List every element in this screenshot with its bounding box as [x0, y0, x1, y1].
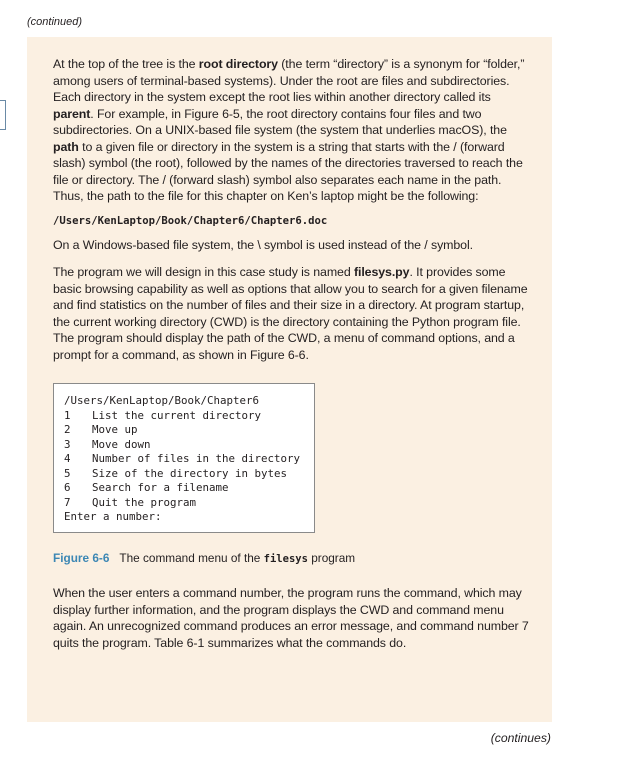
term-path: path [53, 139, 79, 154]
paragraph-command-behavior: When the user enters a command number, the program runs the command, which may display further information, and the program displays the CWD and command menu again. An unrecognized command produces an error message, and command number 7 quits the program. Table 6-1 summarizes what the commands do. [53, 586, 529, 650]
menu-item: 6 Search for a filename [64, 481, 229, 494]
menu-item: 3 Move down [64, 437, 151, 451]
continues-label: (continues) [490, 731, 551, 745]
paragraph-program-design: The program we will design in this case study is named filesys.py. It provides some basic browsing capability as well as options that allow you to search for a given filename and find statistics on the number of files and their size in a directory. At program startup, the current working directory (CWD) is the directory containing the Python program file. The program should display the path of the CWD, a menu of command options, and a prompt for a command, as shown in Figure 6-6. [53, 265, 528, 362]
cwd-line: /Users/KenLaptop/Book/Chapter6 [64, 394, 260, 407]
figure-caption: Figure 6-6 The command menu of the filesys program [53, 551, 356, 565]
paragraph-root-directory: At the top of the tree is the root directory (the term “directory” is a synonym for “folder,” among users of terminal-based systems). Under the root are files and subdirectories. Each directory in the system except the root lies within another directory called its parent. For example, in Figure 6-5, the root directory contains four files and two subdirectories. On a UNIX-based file system (the system that underlies macOS), the path to a given file or directory in the system is a string that starts with the / (forward slash) symbol (the root), followed by the names of the directories traversed to reach the file or directory. The / (forward slash) symbol also separates each name in the path. Thus, the path to the file for this chapter on Ken’s laptop might be the following: [53, 57, 525, 203]
margin-marker [0, 100, 6, 130]
caption-code: filesys [263, 553, 308, 565]
content-body [53, 56, 531, 651]
menu-item: 7 Quit the program [64, 495, 197, 509]
caption-label: Figure 6-6 [53, 551, 110, 565]
menu-item: 2 Move up [64, 423, 138, 436]
menu-item: 5 Size of the directory in bytes [64, 466, 288, 480]
content-panel [27, 37, 552, 722]
prompt-line: Enter a number: [64, 510, 162, 523]
term-filesys-py: filesys.py [353, 265, 410, 279]
paragraph-windows: On a Windows-based file system, the \ symbol is used instead of the / symbol. [53, 237, 473, 252]
continued-label: (continued) [27, 16, 83, 28]
path-example: /Users/KenLaptop/Book/Chapter6/Chapter6.doc [53, 214, 328, 227]
menu-item: 4 Number of files in the directory [64, 452, 301, 465]
term-parent: parent [53, 106, 91, 121]
term-root-directory: root directory [198, 57, 278, 71]
command-menu-figure [53, 383, 315, 533]
menu-item: 1 List the current directory [64, 408, 262, 422]
